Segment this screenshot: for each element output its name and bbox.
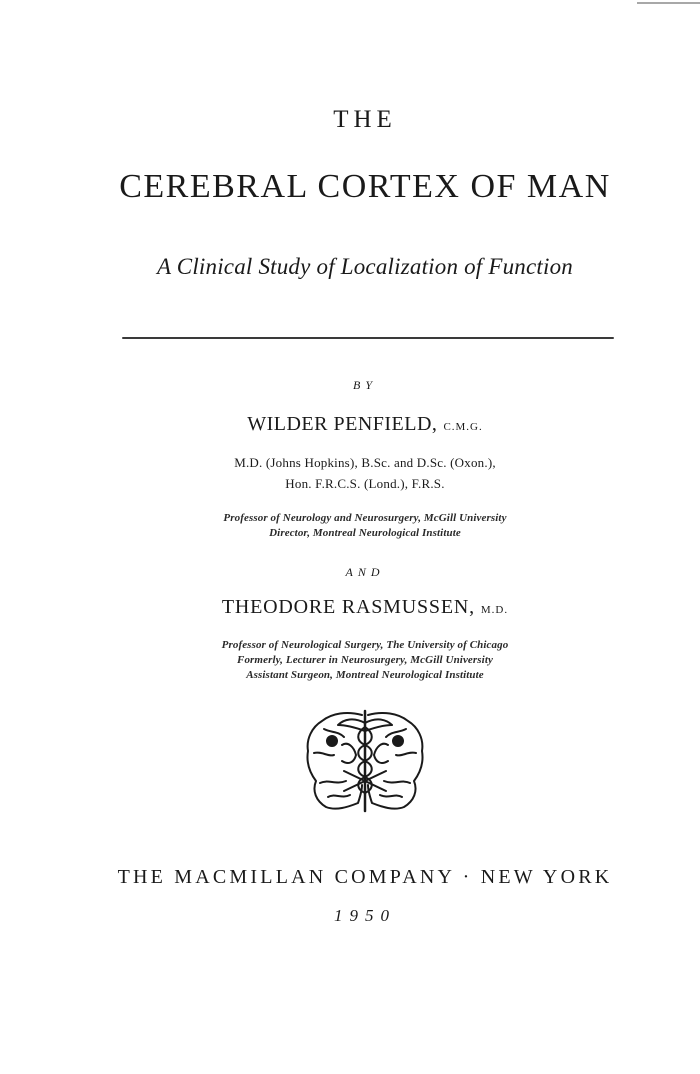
scan-edge-line xyxy=(637,2,700,4)
title-rule-divider xyxy=(122,337,614,339)
book-title: CEREBRAL CORTEX OF MAN xyxy=(119,168,611,205)
author2-line xyxy=(0,596,700,619)
author2-position-line3: Assistant Surgeon, Montreal Neurological Institute xyxy=(246,669,484,681)
by-label: BY xyxy=(352,378,377,392)
author2-position-line2: Formerly, Lecturer in Neurosurgery, McGill University xyxy=(237,654,493,666)
author1-position-line2: Director, Montreal Neurological Institute xyxy=(269,527,461,539)
title-article: THE xyxy=(333,106,397,133)
book-subtitle: A Clinical Study of Localization of Function xyxy=(157,254,573,279)
author2-position-line1: Professor of Neurological Surgery, The University of Chicago xyxy=(221,639,509,651)
author2-name: THEODORE RASMUSSEN, xyxy=(221,596,475,618)
author2-degree: M.D. xyxy=(480,604,509,616)
author1-degree: C.M.G. xyxy=(443,421,483,433)
author1-credentials-line1: M.D. (Johns Hopkins), B.Sc. and D.Sc. (Oxon.), xyxy=(234,455,496,470)
publisher-line: THE MACMILLAN COMPANY · NEW YORK xyxy=(117,866,613,888)
and-label: AND xyxy=(345,565,385,579)
author1-name: WILDER PENFIELD, xyxy=(247,413,438,435)
author1-credentials-line2: Hon. F.R.C.S. (Lond.), F.R.S. xyxy=(285,476,445,491)
publication-year: 1950 xyxy=(334,906,396,925)
author1-position-line1: Professor of Neurology and Neurosurgery, McGill University xyxy=(223,512,507,524)
author1-line xyxy=(0,413,700,436)
brain-caduceus-emblem-icon xyxy=(302,707,428,815)
